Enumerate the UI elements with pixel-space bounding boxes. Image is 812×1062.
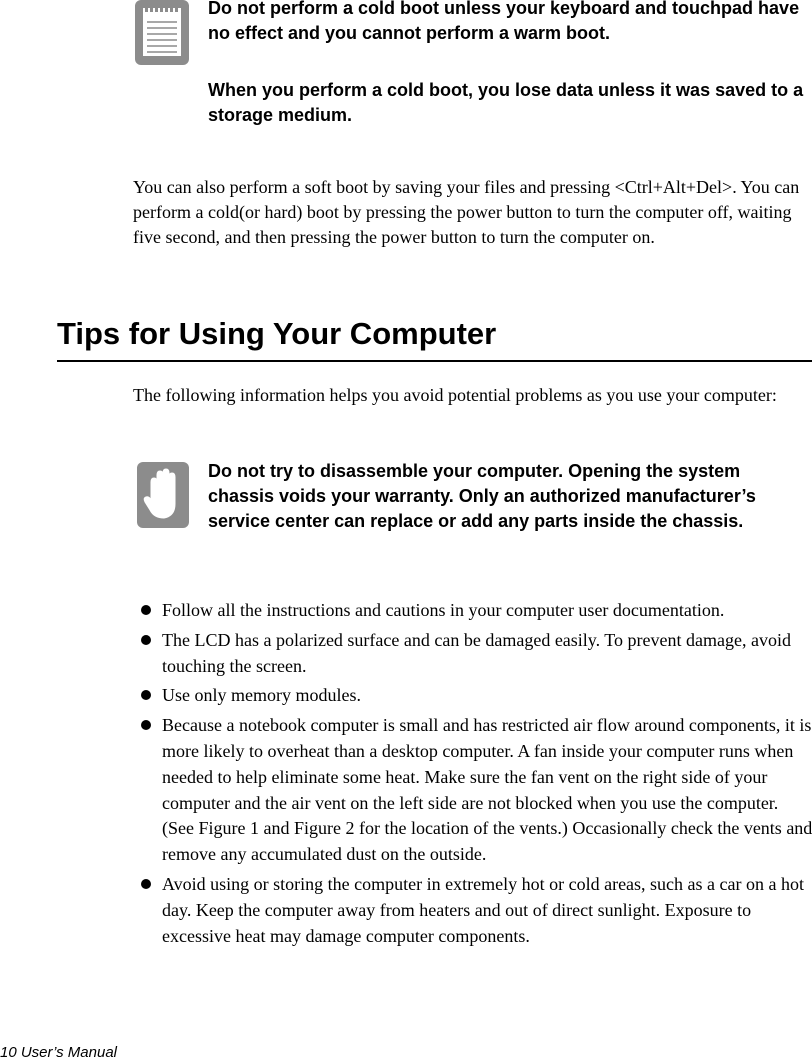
list-item-text: Use only memory modules. bbox=[162, 685, 361, 706]
list-item-text: Avoid using or storing the computer in extremely hot or cold areas, such as a car on a hot day. Keep the computer away from heaters and out of direct sunlight. Exposure to excessive heat may damage computer components. bbox=[162, 873, 804, 946]
note-text-cold-boot: Do not perform a cold boot unless your keyboard and touchpad have no effect and you cannot perform a warm boot. bbox=[208, 0, 800, 43]
intro-paragraph: You can also perform a soft boot by saving your files and pressing <Ctrl+Alt+Del>. You can perform a cold(or hard) boot by pressing the power button to turn the computer off, waiting five second, and then pressing the power button to turn the computer on. bbox=[133, 177, 800, 247]
list-item-text: Follow all the instructions and cautions in your computer user documentation. bbox=[162, 600, 725, 620]
bullet-icon bbox=[141, 690, 151, 700]
list-item-text: Because a notebook computer is small and has restricted air flow around components, it is more likely to overheat than a desktop computer. A fan inside your computer runs when needed to help eliminate some heat. Make sure the fan vent on the right side of your computer and the air vent on the left side are not blocked when you use the computer. (See Figure 1 and Figure 2 for the location of the vents.) Occasionally check the vents and remove any accumulated dust on the outside. bbox=[162, 715, 812, 865]
section-title: Tips for Using Your Computer bbox=[57, 316, 497, 351]
list-item bbox=[0, 628, 812, 680]
list-item bbox=[0, 713, 812, 868]
bullet-icon bbox=[141, 635, 151, 645]
section-divider bbox=[57, 360, 812, 362]
list-item-text: The LCD has a polarized surface and can be damaged easily. To prevent damage, avoid touching the screen. bbox=[162, 629, 791, 676]
section-lead: The following information helps you avoid potential problems as you use your computer: bbox=[133, 385, 777, 405]
list-item bbox=[0, 683, 812, 709]
note-text-data-loss: When you perform a cold boot, you lose data unless it was saved to a storage medium. bbox=[208, 80, 804, 125]
notepad-icon bbox=[135, 0, 189, 65]
bullet-icon bbox=[141, 720, 151, 730]
bullet-icon bbox=[141, 605, 151, 615]
stop-hand-icon bbox=[137, 462, 189, 528]
stop-hand-icon-graphic bbox=[137, 462, 189, 528]
list-item bbox=[0, 872, 812, 949]
bullet-icon bbox=[141, 879, 151, 889]
tips-list bbox=[0, 598, 812, 953]
page-footer: 10 User’s Manual bbox=[0, 1044, 118, 1061]
notepad-icon-graphic bbox=[135, 0, 189, 65]
list-item bbox=[0, 598, 812, 624]
warning-text: Do not try to disassemble your computer. Opening the system chassis voids your warranty. Only an authorized manufacturer’s service center can replace or add any parts inside the chassis. bbox=[208, 461, 756, 531]
